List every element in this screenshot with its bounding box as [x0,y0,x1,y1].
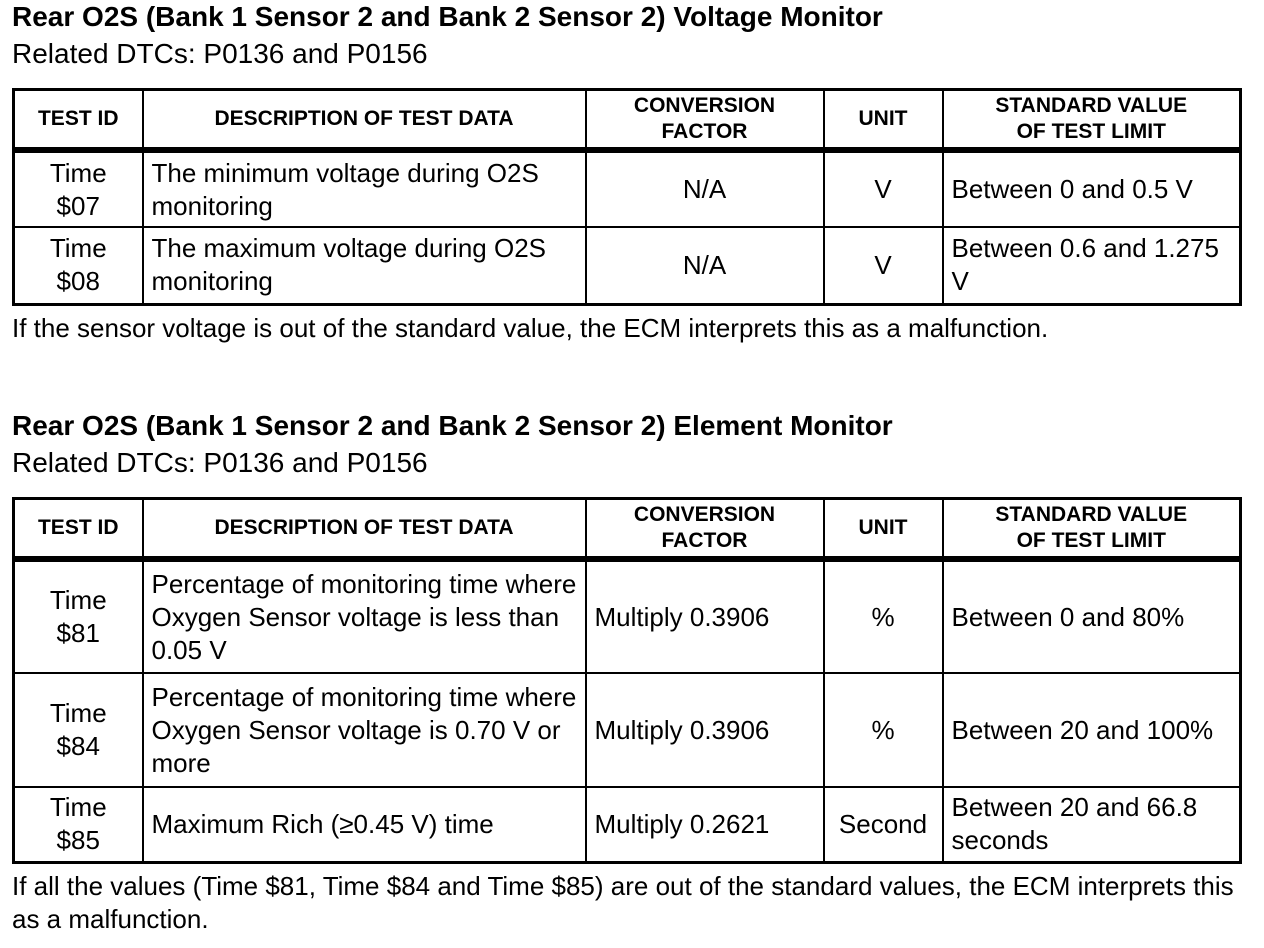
unit-cell: V [824,227,943,304]
standard-value-cell: Between 0 and 80% [943,559,1241,673]
header-standard-value: STANDARD VALUE OF TEST LIMIT [943,90,1241,151]
conversion-cell: N/A [586,150,824,227]
standard-value-cell: Between 0.6 and 1.275 V [943,227,1241,304]
table-header-row [14,499,1241,560]
header-test-id: TEST ID [14,90,143,151]
unit-cell: % [824,673,943,787]
table-row [14,787,1241,862]
table-row [14,227,1241,304]
description-cell: The minimum voltage during O2S monitoring [143,150,586,227]
malfunction-note: If all the values (Time $81, Time $84 and Time $85) are out of the standard values, the ECM interprets this as a malfunction. [12,870,1234,934]
voltage-monitor-table [12,88,1242,306]
standard-value-cell: Between 0 and 0.5 V [943,150,1241,227]
description-cell: Percentage of monitoring time where Oxygen Sensor voltage is 0.70 V or more [143,673,586,787]
test-id-cell: Time $07 [14,150,143,227]
header-unit: UNIT [824,499,943,560]
standard-value-cell: Between 20 and 66.8 seconds [943,787,1241,862]
header-description: DESCRIPTION OF TEST DATA [143,90,586,151]
header-conversion-factor: CONVERSION FACTOR [586,90,824,151]
test-id-cell: Time $84 [14,673,143,787]
table-row [14,150,1241,227]
header-test-id: TEST ID [14,499,143,560]
test-id-cell: Time $08 [14,227,143,304]
element-monitor-section [12,409,1240,936]
header-standard-value: STANDARD VALUE OF TEST LIMIT [943,499,1241,560]
conversion-cell: N/A [586,227,824,304]
related-dtcs: Related DTCs: P0136 and P0156 [12,38,428,69]
header-unit: UNIT [824,90,943,151]
unit-cell: % [824,559,943,673]
conversion-cell: Multiply 0.2621 [586,787,824,862]
table-row [14,559,1241,673]
section-title: Rear O2S (Bank 1 Sensor 2 and Bank 2 Sensor 2) Element Monitor [12,410,893,441]
table-row [14,673,1241,787]
element-monitor-table [12,497,1242,864]
test-id-cell: Time $81 [14,559,143,673]
description-cell: Maximum Rich (≥0.45 V) time [143,787,586,862]
unit-cell: Second [824,787,943,862]
header-description: DESCRIPTION OF TEST DATA [143,499,586,560]
voltage-monitor-section [12,0,1240,345]
standard-value-cell: Between 20 and 100% [943,673,1241,787]
section-title: Rear O2S (Bank 1 Sensor 2 and Bank 2 Sensor 2) Voltage Monitor [12,1,883,32]
description-cell: The maximum voltage during O2S monitoring [143,227,586,304]
unit-cell: V [824,150,943,227]
header-conversion-factor: CONVERSION FACTOR [586,499,824,560]
table-header-row [14,90,1241,151]
description-cell: Percentage of monitoring time where Oxygen Sensor voltage is less than 0.05 V [143,559,586,673]
conversion-cell: Multiply 0.3906 [586,559,824,673]
malfunction-note: If the sensor voltage is out of the standard value, the ECM interprets this as a malfunction. [12,312,1049,343]
conversion-cell: Multiply 0.3906 [586,673,824,787]
related-dtcs: Related DTCs: P0136 and P0156 [12,447,428,478]
test-id-cell: Time $85 [14,787,143,862]
